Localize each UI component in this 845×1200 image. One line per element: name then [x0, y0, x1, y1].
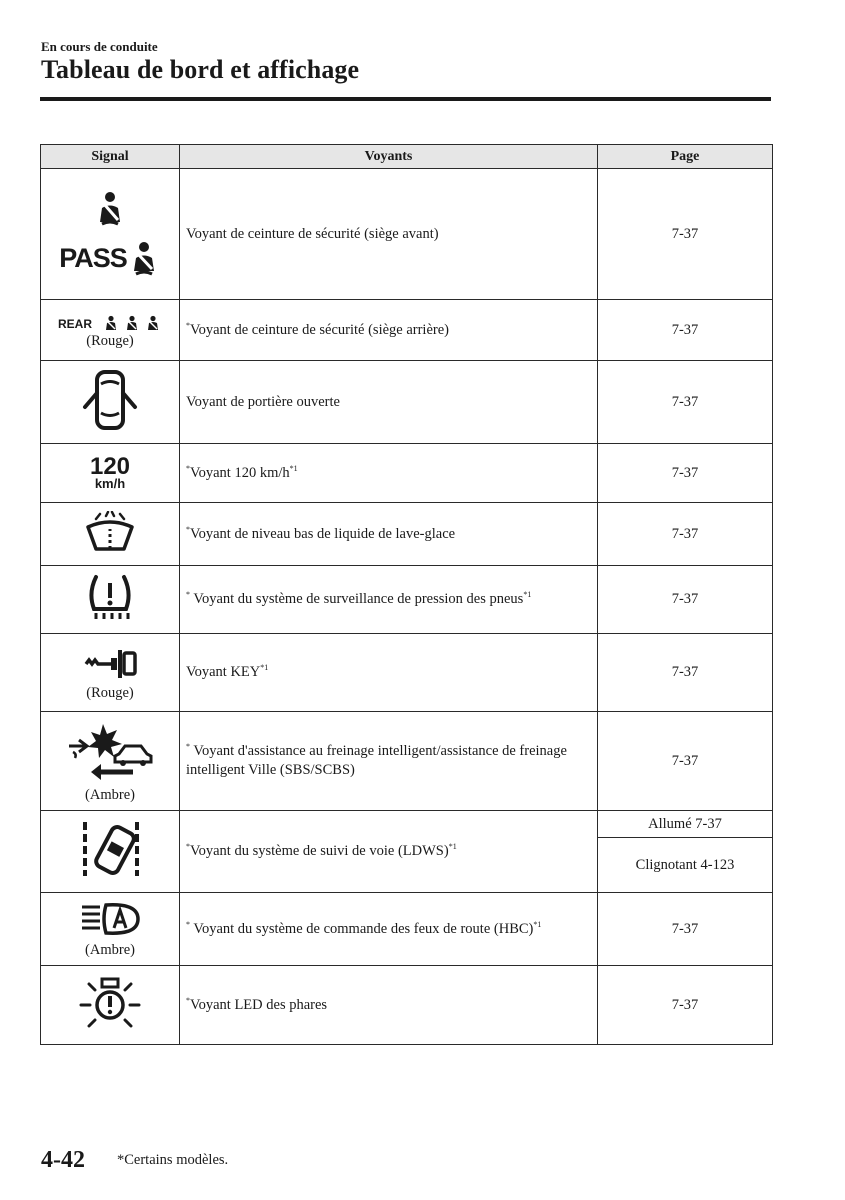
description-cell: Voyant KEY$^{*1}$ [180, 634, 598, 712]
description-cell: *Voyant de ceinture de sécurité (siège arrière) [180, 300, 598, 361]
signal-cell [41, 893, 180, 966]
page-cell: 7-37 [598, 893, 773, 966]
description-cell: *Voyant du système de suivi de voie (LDWS)$^{*1}$ [180, 811, 598, 893]
description-cell: Voyant de ceinture de sécurité (siège avant) [180, 169, 598, 300]
page-cell: 7-37 [598, 712, 773, 811]
color-note: (Rouge) [86, 685, 134, 701]
table-row [41, 503, 773, 566]
page-cell: 7-37 [598, 169, 773, 300]
signal-cell [41, 811, 180, 893]
table-row [41, 361, 773, 444]
signal-cell [41, 712, 180, 811]
page-on: Allumé 7-37 [598, 811, 772, 838]
description-cell: * Voyant d'assistance au freinage intelligent/assistance de freinage intelligent Ville (SBS/SCBS) [180, 712, 598, 811]
led-headlight-icon [79, 975, 141, 1031]
page-cell: 7-37 [598, 503, 773, 566]
table-row [41, 169, 773, 300]
section-label: En cours de conduite [41, 39, 158, 54]
description-cell: *Voyant LED des phares [180, 966, 598, 1045]
signal-cell [41, 361, 180, 444]
color-note: (Rouge) [86, 333, 134, 349]
page-cell: 7-37 [598, 634, 773, 712]
seatbelt-rear-icon: REAR [41, 315, 179, 333]
door-open-icon [80, 369, 140, 431]
speed-120-icon: 120 km/h [89, 453, 131, 491]
description-cell: * Voyant du système de commande des feux de route (HBC)$^{*1}$ [180, 893, 598, 966]
table-row [41, 966, 773, 1045]
lane-departure-icon [79, 816, 141, 882]
page-cell: 7-37 [598, 966, 773, 1045]
tire-pressure-icon [84, 573, 136, 621]
table-header-row [41, 145, 773, 169]
table-row [41, 712, 773, 811]
signal-cell [41, 300, 180, 361]
color-note: (Ambre) [85, 941, 135, 958]
description-cell: *Voyant 120 $km/h^{*1}$ [180, 444, 598, 503]
page-cell: 7-37 [598, 361, 773, 444]
signal-cell [41, 503, 180, 566]
title-divider [40, 97, 771, 101]
description-cell: *Voyant de niveau bas de liquide de lave-glace [180, 503, 598, 566]
signal-cell [41, 444, 180, 503]
seatbelt-passenger-icon [127, 239, 161, 279]
brake-assist-icon [67, 720, 153, 782]
high-beam-control-icon [80, 901, 140, 937]
table-row [41, 566, 773, 634]
description-cell: * Voyant du système de surveillance de pression des pneus$^{*1}$ [180, 566, 598, 634]
column-header-signal: Signal [41, 145, 180, 169]
page-cell [598, 811, 773, 893]
key-icon [83, 644, 137, 680]
table-row [41, 811, 773, 893]
page-cell: 7-37 [598, 444, 773, 503]
signal-cell [41, 966, 180, 1045]
signal-cell [41, 634, 180, 712]
page-cell: 7-37 [598, 566, 773, 634]
pass-label: PASS [59, 243, 127, 273]
page-cell: 7-37 [598, 300, 773, 361]
page-blink: Clignotant 4-123 [635, 857, 735, 873]
table-row [41, 444, 773, 503]
description-cell: Voyant de portière ouverte [180, 361, 598, 444]
column-header-page: Page [598, 145, 773, 169]
warning-lights-table [40, 144, 773, 1045]
signal-cell [41, 566, 180, 634]
page-title: Tableau de bord et affichage [41, 55, 360, 84]
table-row [41, 300, 773, 361]
signal-cell [41, 169, 180, 300]
table-row [41, 893, 773, 966]
page-number: 4-42 [41, 1147, 85, 1173]
table-row [41, 634, 773, 712]
color-note: (Ambre) [85, 786, 135, 803]
footnote: *Certains modèles. [117, 1152, 229, 1168]
column-header-voyants: Voyants [180, 145, 598, 169]
washer-fluid-icon [82, 511, 138, 553]
seatbelt-front-icon [41, 190, 179, 235]
